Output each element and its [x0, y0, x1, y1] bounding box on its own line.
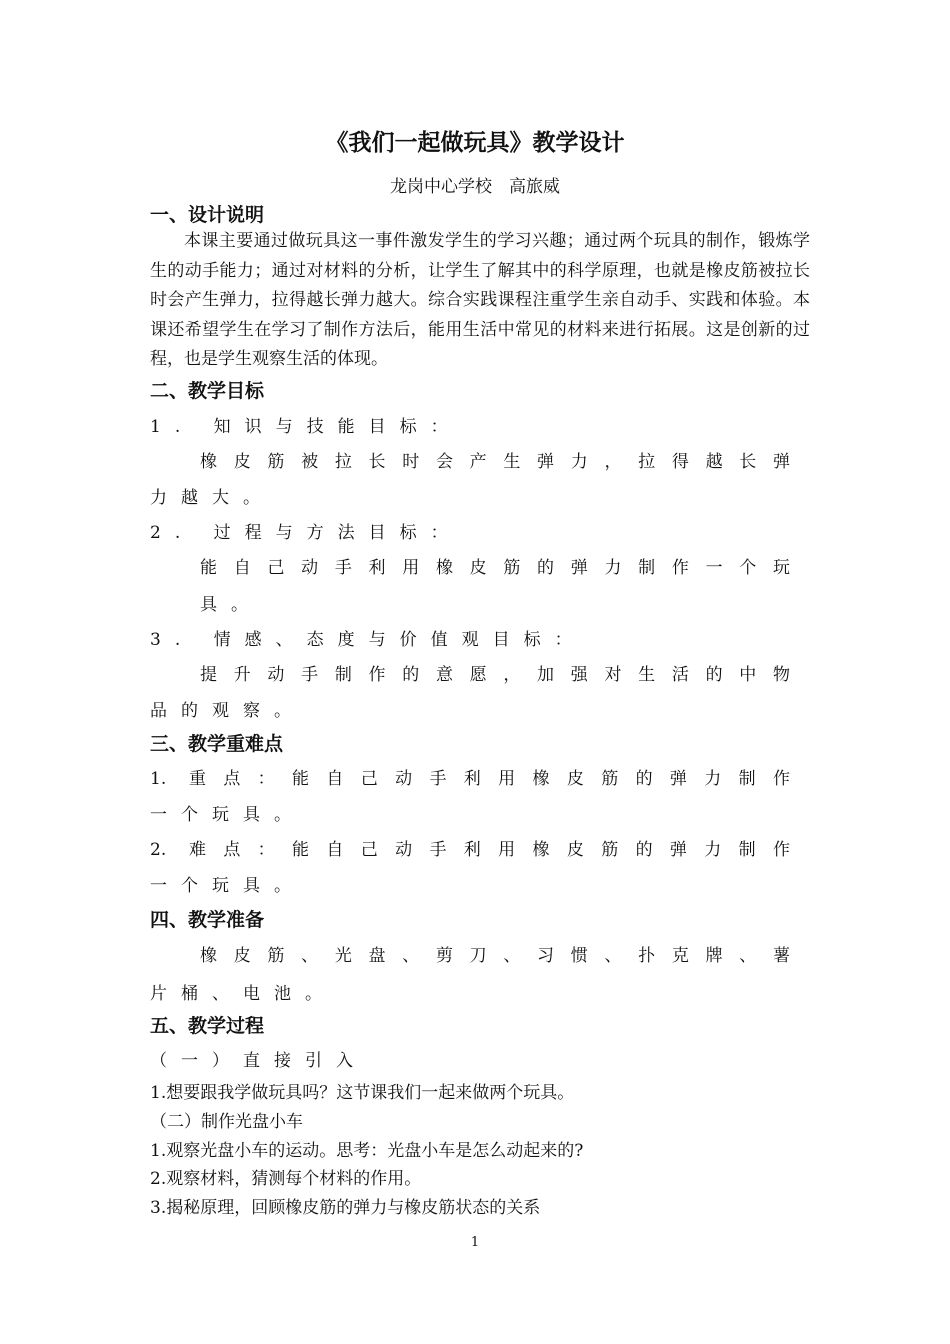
preparation-line-1: 橡皮筋、光盘、剪刀、习惯、扑克牌、薯 — [200, 946, 790, 966]
process-subheading-1: （一）直接引入 — [150, 1051, 367, 1071]
objective-2-label: 2. 过程与方法目标： — [150, 523, 462, 543]
objective-3-line-2: 品的观察。 — [150, 701, 305, 721]
objective-3-line-1: 提升动手制作的意愿，加强对生活的中物 — [200, 665, 790, 685]
process-item-4: 3.揭秘原理，回顾橡皮筋的弹力与橡皮筋状态的关系 — [150, 1198, 541, 1218]
key-point-line-2: 一个玩具。 — [150, 805, 305, 825]
objective-1-line-2: 力越大。 — [150, 488, 274, 508]
design-notes-paragraph: 本课主要通过做玩具这一事件激发学生的学习兴趣；通过两个玩具的制作，锻炼学生的动手能力；通过对材料的分析，让学生了解其中的科学原理，也就是橡皮筋被拉长时会产生弹力，拉得越长弹力越大。综合实践课程注重学生亲自动手、实践和体验。本课还希望学生在学习了制作方法后，能用生活中常见的材料来进行拓展。这是创新的过程，也是学生观察生活的体现。 — [150, 231, 810, 369]
document-title: 《我们一起做玩具》教学设计 — [325, 130, 625, 156]
page-number: 1 — [470, 1235, 480, 1250]
objective-2-line-1: 能自己动手利用橡皮筋的弹力制作一个玩 — [200, 558, 790, 578]
process-item-2: 1.观察光盘小车的运动。思考：光盘小车是怎么动起来的? — [150, 1141, 584, 1161]
objective-2-line-2: 具。 — [200, 595, 262, 615]
section-heading-process: 五、教学过程 — [150, 1015, 265, 1037]
section-heading-key-points: 三、教学重难点 — [150, 733, 284, 755]
objective-1-label: 1. 知识与技能目标： — [150, 417, 462, 437]
difficulty-line-1: 2. 难点：能自己动手利用橡皮筋的弹力制作 — [150, 840, 790, 860]
difficulty-line-2: 一个玩具。 — [150, 876, 305, 896]
process-subheading-2: （二）制作光盘小车 — [150, 1112, 303, 1132]
objective-3-label: 3. 情感、态度与价值观目标： — [150, 630, 586, 650]
section-heading-preparation: 四、教学准备 — [150, 909, 265, 931]
section-heading-objectives: 二、教学目标 — [150, 380, 265, 402]
objective-1-line-1: 橡皮筋被拉长时会产生弹力，拉得越长弹 — [200, 452, 790, 472]
section-heading-design-notes: 一、设计说明 — [150, 204, 265, 226]
key-point-line-1: 1. 重点：能自己动手利用橡皮筋的弹力制作 — [150, 769, 790, 789]
author-line: 龙岗中心学校 高旅威 — [390, 177, 560, 197]
process-item-3: 2.观察材料，猜测每个材料的作用。 — [150, 1169, 422, 1189]
process-item-1: 1.想要跟我学做玩具吗？这节课我们一起来做两个玩具。 — [150, 1083, 575, 1103]
preparation-line-2: 片桶、电池。 — [150, 984, 336, 1004]
